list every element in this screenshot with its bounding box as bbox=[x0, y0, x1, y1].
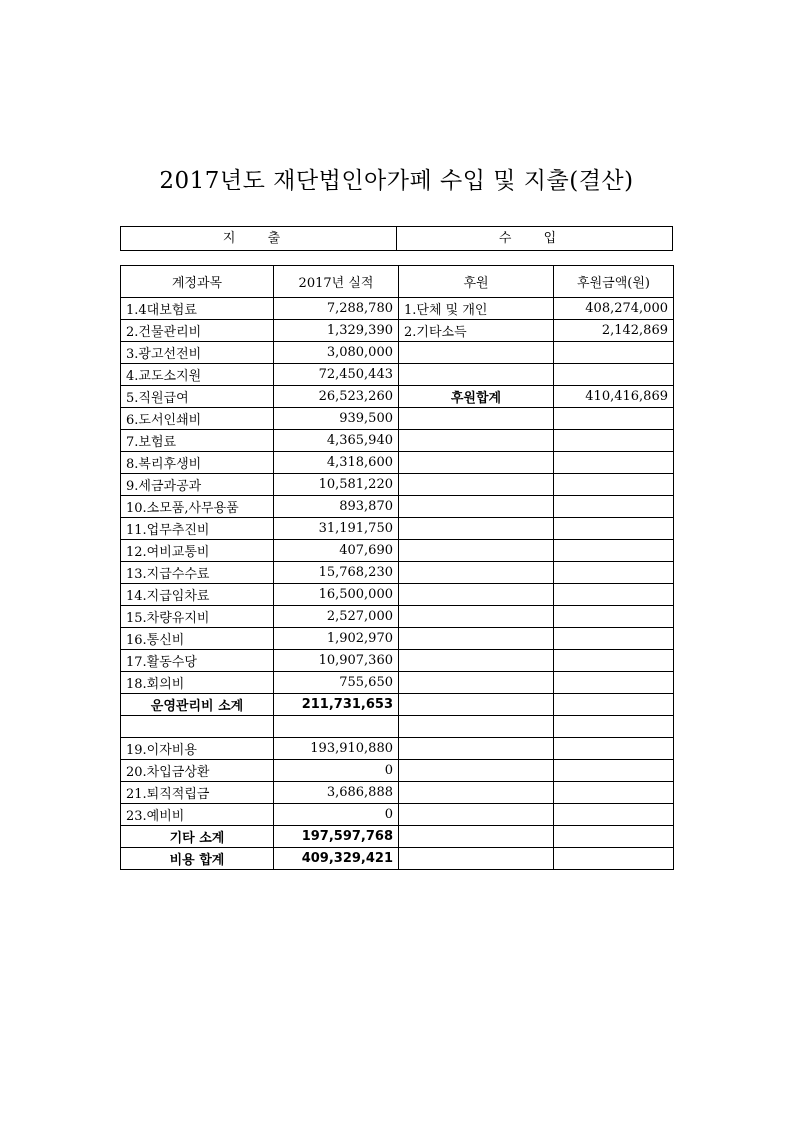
actual-amount-cell: 0 bbox=[274, 760, 399, 782]
donation-amount-cell bbox=[554, 518, 674, 540]
table-row bbox=[121, 672, 674, 694]
table-row bbox=[121, 562, 674, 584]
actual-amount-cell: 3,080,000 bbox=[274, 342, 399, 364]
actual-amount-cell: 409,329,421 bbox=[274, 848, 399, 870]
income-section-label: 수 입 bbox=[498, 231, 571, 246]
donation-amount-cell bbox=[554, 342, 674, 364]
donation-cell bbox=[399, 408, 554, 430]
account-cell: 8.복리후생비 bbox=[121, 452, 274, 474]
donation-cell bbox=[399, 584, 554, 606]
donation-amount-cell bbox=[554, 826, 674, 848]
donation-amount-cell bbox=[554, 452, 674, 474]
donation-cell bbox=[399, 496, 554, 518]
donation-amount-cell bbox=[554, 606, 674, 628]
table-row bbox=[121, 496, 674, 518]
table-row bbox=[121, 716, 674, 738]
donation-cell bbox=[399, 540, 554, 562]
account-cell: 2.건물관리비 bbox=[121, 320, 274, 342]
donation-amount-cell: 2,142,869 bbox=[554, 320, 674, 342]
donation-cell bbox=[399, 738, 554, 760]
account-cell: 6.도서인쇄비 bbox=[121, 408, 274, 430]
subtotal-row bbox=[121, 826, 674, 848]
actual-amount-cell: 10,907,360 bbox=[274, 650, 399, 672]
table-row bbox=[121, 606, 674, 628]
actual-amount-cell: 3,686,888 bbox=[274, 782, 399, 804]
table-row bbox=[121, 430, 674, 452]
account-cell: 운영관리비 소계 bbox=[121, 694, 274, 716]
table-row bbox=[121, 386, 674, 408]
table-row bbox=[121, 540, 674, 562]
donation-amount-cell bbox=[554, 848, 674, 870]
actual-amount-cell: 31,191,750 bbox=[274, 518, 399, 540]
account-cell: 7.보험료 bbox=[121, 430, 274, 452]
actual-amount-cell: 0 bbox=[274, 804, 399, 826]
account-cell: 3.광고선전비 bbox=[121, 342, 274, 364]
actual-amount-cell: 197,597,768 bbox=[274, 826, 399, 848]
account-cell: 18.회의비 bbox=[121, 672, 274, 694]
actual-amount-cell: 16,500,000 bbox=[274, 584, 399, 606]
donation-cell bbox=[399, 430, 554, 452]
donation-cell bbox=[399, 716, 554, 738]
actual-amount-cell: 4,365,940 bbox=[274, 430, 399, 452]
donation-cell bbox=[399, 474, 554, 496]
actual-amount-cell: 755,650 bbox=[274, 672, 399, 694]
actual-amount-cell: 407,690 bbox=[274, 540, 399, 562]
table-row bbox=[121, 782, 674, 804]
donation-cell: 2.기타소득 bbox=[399, 320, 554, 342]
actual-amount-cell: 2,527,000 bbox=[274, 606, 399, 628]
donation-amount-cell bbox=[554, 650, 674, 672]
donation-cell bbox=[399, 782, 554, 804]
account-cell: 12.여비교통비 bbox=[121, 540, 274, 562]
actual-amount-cell: 4,318,600 bbox=[274, 452, 399, 474]
donation-cell bbox=[399, 650, 554, 672]
donation-amount-cell bbox=[554, 584, 674, 606]
donation-cell bbox=[399, 606, 554, 628]
donation-amount-cell bbox=[554, 716, 674, 738]
donation-cell: 후원합계 bbox=[399, 386, 554, 408]
donation-amount-cell bbox=[554, 694, 674, 716]
account-cell: 23.예비비 bbox=[121, 804, 274, 826]
table-row bbox=[121, 298, 674, 320]
donation-amount-cell bbox=[554, 474, 674, 496]
column-header: 후원금액(원) bbox=[554, 266, 674, 298]
donation-amount-cell bbox=[554, 760, 674, 782]
actual-amount-cell: 15,768,230 bbox=[274, 562, 399, 584]
donation-cell bbox=[399, 760, 554, 782]
table-row bbox=[121, 804, 674, 826]
column-header: 2017년 실적 bbox=[274, 266, 399, 298]
donation-amount-cell bbox=[554, 496, 674, 518]
actual-amount-cell bbox=[274, 716, 399, 738]
table-row bbox=[121, 474, 674, 496]
donation-cell bbox=[399, 342, 554, 364]
donation-cell bbox=[399, 628, 554, 650]
donation-amount-cell bbox=[554, 562, 674, 584]
account-cell: 13.지급수수료 bbox=[121, 562, 274, 584]
donation-amount-cell bbox=[554, 782, 674, 804]
donation-cell: 1.단체 및 개인 bbox=[399, 298, 554, 320]
account-cell: 9.세금과공과 bbox=[121, 474, 274, 496]
table-row bbox=[121, 452, 674, 474]
actual-amount-cell: 26,523,260 bbox=[274, 386, 399, 408]
donation-cell bbox=[399, 452, 554, 474]
donation-cell bbox=[399, 848, 554, 870]
actual-amount-cell: 10,581,220 bbox=[274, 474, 399, 496]
account-cell: 비용 합계 bbox=[121, 848, 274, 870]
account-cell: 4.교도소지원 bbox=[121, 364, 274, 386]
account-cell: 기타 소계 bbox=[121, 826, 274, 848]
account-cell: 20.차입금상환 bbox=[121, 760, 274, 782]
table-row bbox=[121, 738, 674, 760]
donation-cell bbox=[399, 518, 554, 540]
table-row bbox=[121, 760, 674, 782]
actual-amount-cell: 193,910,880 bbox=[274, 738, 399, 760]
donation-amount-cell bbox=[554, 804, 674, 826]
table-row bbox=[121, 650, 674, 672]
account-cell: 14.지급임차료 bbox=[121, 584, 274, 606]
account-cell: 16.통신비 bbox=[121, 628, 274, 650]
donation-cell bbox=[399, 672, 554, 694]
account-cell bbox=[121, 716, 274, 738]
donation-cell bbox=[399, 364, 554, 386]
actual-amount-cell: 72,450,443 bbox=[274, 364, 399, 386]
account-cell: 10.소모품,사무용품 bbox=[121, 496, 274, 518]
account-cell: 15.차량유지비 bbox=[121, 606, 274, 628]
subtotal-row bbox=[121, 848, 674, 870]
account-cell: 11.업무추진비 bbox=[121, 518, 274, 540]
donation-amount-cell: 408,274,000 bbox=[554, 298, 674, 320]
donation-cell bbox=[399, 826, 554, 848]
table-row bbox=[121, 342, 674, 364]
page-title: 2017년도 재단법인아가페 수입 및 지출(결산) bbox=[159, 168, 634, 194]
donation-amount-cell bbox=[554, 540, 674, 562]
donation-amount-cell bbox=[554, 430, 674, 452]
actual-amount-cell: 7,288,780 bbox=[274, 298, 399, 320]
column-header: 후원 bbox=[399, 266, 554, 298]
table-row bbox=[121, 584, 674, 606]
table-row bbox=[121, 320, 674, 342]
donation-amount-cell bbox=[554, 628, 674, 650]
table-header-row bbox=[121, 266, 674, 298]
donation-amount-cell bbox=[554, 364, 674, 386]
table-row bbox=[121, 364, 674, 386]
budget-table bbox=[120, 265, 674, 870]
account-cell: 19.이자비용 bbox=[121, 738, 274, 760]
donation-cell bbox=[399, 562, 554, 584]
donation-cell bbox=[399, 694, 554, 716]
actual-amount-cell: 1,329,390 bbox=[274, 320, 399, 342]
actual-amount-cell: 1,902,970 bbox=[274, 628, 399, 650]
table-row bbox=[121, 408, 674, 430]
table-row bbox=[121, 628, 674, 650]
subtotal-row bbox=[121, 694, 674, 716]
table-row bbox=[121, 518, 674, 540]
account-cell: 1.4대보험료 bbox=[121, 298, 274, 320]
donation-amount-cell bbox=[554, 672, 674, 694]
account-cell: 17.활동수당 bbox=[121, 650, 274, 672]
donation-amount-cell: 410,416,869 bbox=[554, 386, 674, 408]
account-cell: 21.퇴직적립금 bbox=[121, 782, 274, 804]
expense-section-label: 지 출 bbox=[121, 227, 397, 250]
account-cell: 5.직원급여 bbox=[121, 386, 274, 408]
donation-cell bbox=[399, 804, 554, 826]
actual-amount-cell: 893,870 bbox=[274, 496, 399, 518]
actual-amount-cell: 939,500 bbox=[274, 408, 399, 430]
column-header: 계정과목 bbox=[121, 266, 274, 298]
section-header bbox=[120, 226, 673, 251]
actual-amount-cell: 211,731,653 bbox=[274, 694, 399, 716]
donation-amount-cell bbox=[554, 408, 674, 430]
donation-amount-cell bbox=[554, 738, 674, 760]
